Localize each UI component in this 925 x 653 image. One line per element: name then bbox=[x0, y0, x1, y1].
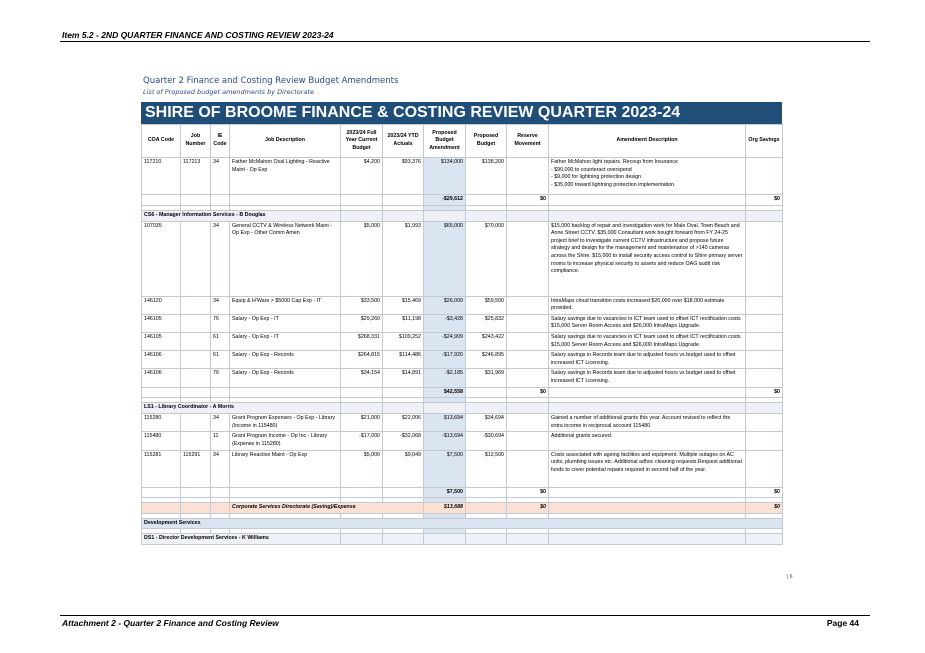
footer-rule bbox=[60, 615, 870, 616]
org-savings bbox=[746, 314, 783, 332]
job-description: Salary - Op Exp - Records bbox=[230, 369, 341, 387]
proposed-amendment: -$3,428 bbox=[424, 314, 466, 332]
amendment-description: IntraMaps cloud transition costs increased $26,000 over $18,000 estimate provided. bbox=[549, 296, 746, 314]
subtotal-amendment: $42,558 bbox=[424, 387, 466, 398]
coa-code: 146105 bbox=[142, 314, 181, 332]
reserve-movement bbox=[507, 351, 549, 369]
reserve-movement bbox=[507, 369, 549, 387]
proposed-budget: -$30,694 bbox=[466, 432, 507, 450]
directorate-total-amendment: $13,688 bbox=[424, 503, 466, 514]
org-savings bbox=[746, 351, 783, 369]
proposed-amendment: $134,000 bbox=[424, 158, 466, 195]
reserve-movement bbox=[507, 314, 549, 332]
coa-code: 146106 bbox=[142, 369, 181, 387]
table-row bbox=[142, 414, 783, 432]
proposed-budget: $59,500 bbox=[466, 296, 507, 314]
header-row bbox=[142, 125, 783, 158]
subtotal-amendment: -$29,612 bbox=[424, 195, 466, 206]
directorate-total-label: Corporate Services Directorate (Saving)/Expense bbox=[230, 503, 424, 514]
caption-subtitle: List of Proposed budget amendments by Directorate bbox=[143, 88, 314, 96]
subtotal-reserve: $0 bbox=[507, 487, 549, 498]
proposed-amendment: $26,000 bbox=[424, 296, 466, 314]
table-row bbox=[142, 158, 783, 195]
coa-code: 115280 bbox=[142, 414, 181, 432]
directorate-total-row bbox=[142, 503, 783, 514]
proposed-amendment: $13,694 bbox=[424, 414, 466, 432]
ie-code: 61 bbox=[211, 351, 230, 369]
footer-title: Attachment 2 - Quarter 2 Finance and Costing Review bbox=[62, 618, 279, 628]
subtotal-org-savings: $0 bbox=[746, 487, 783, 498]
table-row bbox=[142, 314, 783, 332]
amendment-description: Father McMahon light repairs. Recoup from Insurance - $90,000 to counteract overspend - $9,000 for lightning protection design - $35,000 toward lightning protection implementation. bbox=[549, 158, 746, 195]
proposed-budget: $31,969 bbox=[466, 369, 507, 387]
job-description: Salary - Op Exp - IT bbox=[230, 314, 341, 332]
amendment-description: $15,000 backlog of repair and investigation work for Male Oval, Town Beach and Anne Street CCTV. $35,000 Consultant work bought forward from FY 24-25 project brief to investigate current CCTV infrastructure and propose future strategy and design for the management and maintenance of >140 cameras across the Shire. $15,000 to install security access control to Shire primary server rooms to increase physical security to assets and reduce OAG audit risk compliance. bbox=[549, 221, 746, 296]
page-marker: | 6 bbox=[787, 574, 793, 580]
amendment-description: Salary savings due to vacancies in ICT team used to offset ICT rectification costs $15,000 Server Room Access and $26,000 IntraMaps Upgrade. bbox=[549, 332, 746, 350]
table-row bbox=[142, 450, 783, 487]
table-row bbox=[142, 369, 783, 387]
job-number bbox=[181, 221, 211, 296]
amendment-description: Salary savings due to vacancies in ICT team used to offset ICT rectification costs $15,000 Server Room Access and $26,000 IntraMaps Upgrade. bbox=[549, 314, 746, 332]
job-description: Grant Program Income - Op Inc - Library (Expense in 115280) bbox=[230, 432, 341, 450]
full-year-budget: $34,154 bbox=[341, 369, 383, 387]
job-description: Salary - Op Exp - IT bbox=[230, 332, 341, 350]
job-description: General CCTV & Wireless Network Maint - Op Exp - Other Comm Amen bbox=[230, 221, 341, 296]
report-banner: SHIRE OF BROOME FINANCE & COSTING REVIEW QUARTER 2023-24 bbox=[141, 102, 782, 124]
subtotal-row bbox=[142, 487, 783, 498]
job-number bbox=[181, 332, 211, 350]
job-number bbox=[181, 296, 211, 314]
col-org-savings: Org Savings bbox=[746, 125, 783, 158]
subtotal-row bbox=[142, 195, 783, 206]
org-savings bbox=[746, 414, 783, 432]
proposed-budget: $138,200 bbox=[466, 158, 507, 195]
ytd-actuals: $114,486 bbox=[383, 351, 424, 369]
org-savings bbox=[746, 296, 783, 314]
coa-code: 115281 bbox=[142, 450, 181, 487]
proposed-budget: $34,694 bbox=[466, 414, 507, 432]
org-savings bbox=[746, 158, 783, 195]
full-year-budget: $268,331 bbox=[341, 332, 383, 350]
full-year-budget: $5,000 bbox=[341, 221, 383, 296]
reserve-movement bbox=[507, 296, 549, 314]
subtotal-org-savings: $0 bbox=[746, 387, 783, 398]
col-job-number: Job Number bbox=[181, 125, 211, 158]
proposed-amendment: -$24,909 bbox=[424, 332, 466, 350]
job-description: Equip & H'Ware > $5000 Cap Exp - IT bbox=[230, 296, 341, 314]
page-header: Item 5.2 - 2ND QUARTER FINANCE AND COSTING REVIEW 2023-24 bbox=[62, 30, 334, 40]
ie-code: 11 bbox=[211, 432, 230, 450]
job-number: 115291 bbox=[181, 450, 211, 487]
amendment-description: Salary savings in Records team due to adjusted hours vs budget used to offset increased ICT Licensing. bbox=[549, 369, 746, 387]
reserve-movement bbox=[507, 414, 549, 432]
org-savings bbox=[746, 432, 783, 450]
table-row bbox=[142, 432, 783, 450]
org-savings bbox=[746, 450, 783, 487]
coa-code: 146106 bbox=[142, 351, 181, 369]
job-description: Father McMahon Oval Lighting - Reactive Maint - Op Exp bbox=[230, 158, 341, 195]
subtotal-reserve: $0 bbox=[507, 195, 549, 206]
coa-code: 115480 bbox=[142, 432, 181, 450]
ytd-actuals: $14,891 bbox=[383, 369, 424, 387]
col-proposed-amendment: Proposed Budget Amendment bbox=[424, 125, 466, 158]
section-title: LS1 - Library Coordinator - A Morris bbox=[142, 403, 341, 414]
proposed-budget: $243,422 bbox=[466, 332, 507, 350]
section-row bbox=[142, 210, 783, 221]
table-row bbox=[142, 296, 783, 314]
full-year-budget: $21,000 bbox=[341, 414, 383, 432]
ie-code: 76 bbox=[211, 369, 230, 387]
col-amendment-description: Amendment Description bbox=[549, 125, 746, 158]
col-ie-code: IE Code bbox=[211, 125, 230, 158]
section-title: DS1 - Director Development Services - K Williams bbox=[142, 534, 341, 545]
ytd-actuals: $15,469 bbox=[383, 296, 424, 314]
proposed-budget: $25,832 bbox=[466, 314, 507, 332]
job-number bbox=[181, 432, 211, 450]
coa-code: 117210 bbox=[142, 158, 181, 195]
proposed-budget: $12,500 bbox=[466, 450, 507, 487]
reserve-movement bbox=[507, 221, 549, 296]
col-proposed-budget: Proposed Budget bbox=[466, 125, 507, 158]
ie-code: 61 bbox=[211, 332, 230, 350]
full-year-budget: $264,815 bbox=[341, 351, 383, 369]
ie-code: 34 bbox=[211, 296, 230, 314]
table-row bbox=[142, 221, 783, 296]
subtotal-row bbox=[142, 387, 783, 398]
job-number bbox=[181, 414, 211, 432]
reserve-movement bbox=[507, 432, 549, 450]
job-description: Salary - Op Exp - Records bbox=[230, 351, 341, 369]
col-coa-code: COA Code bbox=[142, 125, 181, 158]
section-row bbox=[142, 534, 783, 545]
job-number bbox=[181, 314, 211, 332]
section-row bbox=[142, 403, 783, 414]
amendment-description: Costs associated with ageing facilities and equipment. Multiple outages on AC units, plumbing issues etc. Additional adhoc cleaning requests.Request additional funds to cover potential repairs required in second half of the year. bbox=[549, 450, 746, 487]
ytd-actuals: $22,006 bbox=[383, 414, 424, 432]
job-number bbox=[181, 351, 211, 369]
section-title: CS6 - Manager Information Services - B Douglas bbox=[142, 210, 341, 221]
org-savings bbox=[746, 369, 783, 387]
proposed-amendment: -$2,185 bbox=[424, 369, 466, 387]
proposed-amendment: $7,500 bbox=[424, 450, 466, 487]
proposed-amendment: -$13,694 bbox=[424, 432, 466, 450]
ie-code: 34 bbox=[211, 158, 230, 195]
caption-title: Quarter 2 Finance and Costing Review Budget Amendments bbox=[143, 76, 399, 86]
job-number: 117213 bbox=[181, 158, 211, 195]
table-row bbox=[142, 332, 783, 350]
ie-code: 76 bbox=[211, 314, 230, 332]
coa-code: 146120 bbox=[142, 296, 181, 314]
full-year-budget: $33,500 bbox=[341, 296, 383, 314]
ytd-actuals: $1,993 bbox=[383, 221, 424, 296]
col-ytd-actuals: 2023/24 YTD Actuals bbox=[383, 125, 424, 158]
proposed-budget: $70,000 bbox=[466, 221, 507, 296]
ie-code: 34 bbox=[211, 414, 230, 432]
org-savings bbox=[746, 221, 783, 296]
ytd-actuals: -$32,068 bbox=[383, 432, 424, 450]
section-title: Development Services bbox=[142, 518, 783, 529]
col-full-year-budget: 2023/24 Full Year Current Budget bbox=[341, 125, 383, 158]
subtotal-reserve: $0 bbox=[507, 387, 549, 398]
directorate-total-org-savings: $0 bbox=[746, 503, 783, 514]
col-job-description: Job Description bbox=[230, 125, 341, 158]
reserve-movement bbox=[507, 158, 549, 195]
proposed-amendment: $65,000 bbox=[424, 221, 466, 296]
amendment-description: Gained a number of additional grants this year. Account revised to reflect the extra income in reciprocal account 115480. bbox=[549, 414, 746, 432]
reserve-movement bbox=[507, 332, 549, 350]
table-row bbox=[142, 351, 783, 369]
amendments-table bbox=[141, 124, 783, 545]
full-year-budget: $4,200 bbox=[341, 158, 383, 195]
subtotal-org-savings: $0 bbox=[746, 195, 783, 206]
page-number: Page 44 bbox=[826, 618, 859, 628]
ytd-actuals: $9,049 bbox=[383, 450, 424, 487]
full-year-budget: -$17,000 bbox=[341, 432, 383, 450]
reserve-movement bbox=[507, 450, 549, 487]
ie-code: 34 bbox=[211, 450, 230, 487]
ie-code: 34 bbox=[211, 221, 230, 296]
amendment-description: Additional grants secured. bbox=[549, 432, 746, 450]
ytd-actuals: $11,198 bbox=[383, 314, 424, 332]
full-year-budget: $29,260 bbox=[341, 314, 383, 332]
job-number bbox=[181, 369, 211, 387]
amendment-description: Salary savings in Records team due to adjusted hours vs budget used to offset increased ICT Licensing. bbox=[549, 351, 746, 369]
subtotal-amendment: $7,500 bbox=[424, 487, 466, 498]
proposed-amendment: -$17,920 bbox=[424, 351, 466, 369]
ytd-actuals: $109,252 bbox=[383, 332, 424, 350]
section-row bbox=[142, 518, 783, 529]
coa-code: 146105 bbox=[142, 332, 181, 350]
directorate-total-reserve: $0 bbox=[507, 503, 549, 514]
job-description: Grant Program Expenses - Op Exp - Library (Income in 115480) bbox=[230, 414, 341, 432]
full-year-budget: $5,000 bbox=[341, 450, 383, 487]
proposed-budget: $246,895 bbox=[466, 351, 507, 369]
job-description: Library Reactive Maint - Op Exp bbox=[230, 450, 341, 487]
header-rule bbox=[60, 41, 870, 42]
ytd-actuals: $93,376 bbox=[383, 158, 424, 195]
col-reserve-movement: Reserve Movement bbox=[507, 125, 549, 158]
coa-code: 107035 bbox=[142, 221, 181, 296]
org-savings bbox=[746, 332, 783, 350]
